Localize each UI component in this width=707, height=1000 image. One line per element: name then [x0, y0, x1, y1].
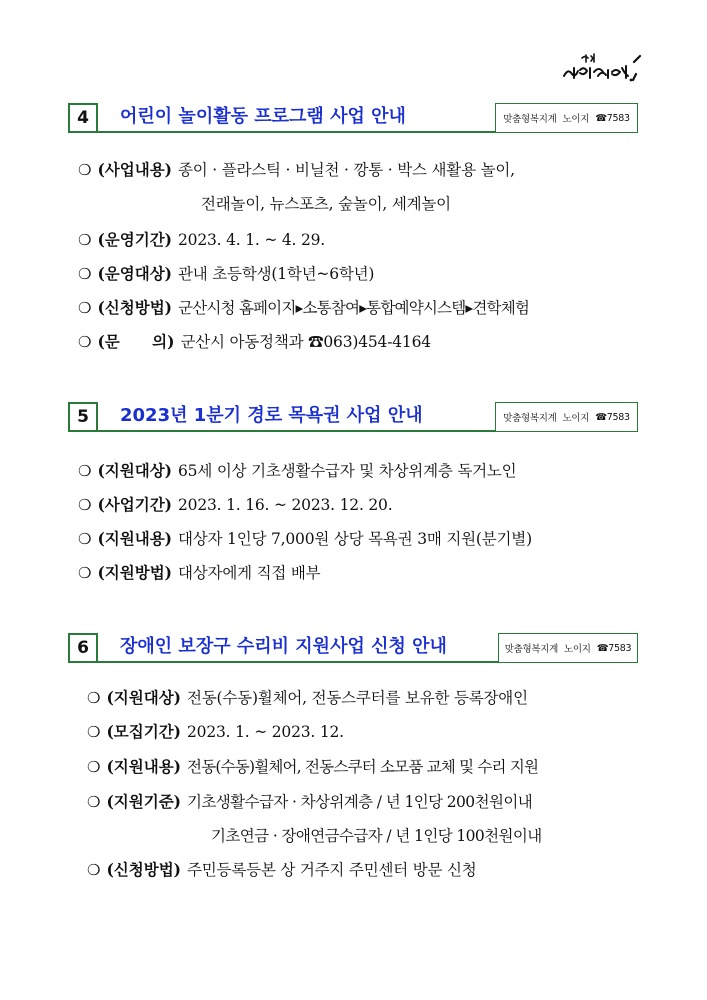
section-number-badge: 6	[68, 633, 98, 663]
circle-bullet-icon: ❍	[78, 564, 92, 582]
item-label: (지원기준)	[106, 792, 182, 811]
list-item	[78, 561, 320, 583]
item-label: (문 의)	[97, 332, 175, 351]
item-value: 2023. 1. ~ 2023. 12.	[187, 723, 344, 741]
contact-dept: 맞춤형복지계	[503, 413, 557, 424]
section-number-badge: 5	[68, 402, 98, 432]
item-label: (지원내용)	[106, 757, 182, 776]
item-label: (운영기간)	[97, 230, 173, 249]
circle-bullet-icon: ❍	[87, 758, 101, 776]
list-item	[78, 158, 515, 180]
item-label: (지원방법)	[97, 563, 173, 582]
list-item	[78, 330, 431, 352]
circle-bullet-icon: ❍	[78, 299, 92, 317]
item-label: (운영대상)	[97, 264, 173, 283]
item-label: (신청방법)	[97, 298, 173, 317]
item-value: 군산시 아동정책과 ☎063)454-4164	[180, 333, 431, 351]
item-value: 2023. 1. 16. ~ 2023. 12. 20.	[178, 496, 393, 514]
section-title: 2023년 1분기 경로 목욕권 사업 안내	[98, 402, 495, 432]
item-label: (지원내용)	[97, 529, 173, 548]
contact-tag	[498, 633, 638, 663]
item-value: 전동(수동)휠체어, 전동스쿠터 소모품 교체 및 수리 지원	[187, 758, 539, 776]
item-value: 대상자 1인당 7,000원 상당 목욕권 3매 지원(분기별)	[178, 530, 532, 548]
contact-dept: 맞춤형복지계	[503, 114, 557, 125]
list-item	[87, 790, 532, 812]
circle-bullet-icon: ❍	[78, 462, 92, 480]
list-item	[87, 720, 344, 742]
item-label: (모집기간)	[106, 722, 182, 741]
list-item	[78, 296, 529, 318]
item-value: 기초생활수급자 · 차상위계층 / 년 1인당 200천원이내	[187, 793, 533, 811]
circle-bullet-icon: ❍	[78, 496, 92, 514]
handwritten-slogan-logo-icon	[560, 50, 644, 84]
circle-bullet-icon: ❍	[87, 861, 101, 879]
list-item	[87, 858, 477, 880]
item-value: 2023. 4. 1. ~ 4. 29.	[178, 231, 326, 249]
list-item	[78, 459, 516, 481]
list-item	[87, 686, 528, 708]
list-item	[87, 755, 538, 777]
list-item	[78, 493, 392, 515]
circle-bullet-icon: ❍	[87, 723, 101, 741]
circle-bullet-icon: ❍	[78, 231, 92, 249]
section-number-badge: 4	[68, 103, 98, 133]
contact-phone: ☎7583	[595, 112, 630, 124]
item-label: (지원대상)	[106, 688, 182, 707]
item-value: 관내 초등학생(1학년~6학년)	[178, 265, 375, 283]
item-value: 군산시청 홈페이지▸소통참여▸통합예약시스템▸견학체험	[178, 299, 530, 317]
item-value-continued: 전래놀이, 뉴스포츠, 숲놀이, 세계놀이	[201, 195, 451, 213]
list-item	[78, 228, 325, 250]
contact-name: 노이지	[562, 413, 590, 424]
item-value: 65세 이상 기초생활수급자 및 차상위계층 독거노인	[178, 462, 517, 480]
section-title: 장애인 보장구 수리비 지원사업 신청 안내	[98, 633, 498, 663]
circle-bullet-icon: ❍	[78, 333, 92, 351]
contact-phone: ☎7583	[595, 411, 630, 423]
contact-tag	[495, 103, 638, 133]
circle-bullet-icon: ❍	[87, 793, 101, 811]
item-value: 전동(수동)휠체어, 전동스쿠터를 보유한 등록장애인	[187, 689, 528, 707]
item-value: 대상자에게 직접 배부	[178, 564, 321, 582]
item-label: (사업내용)	[97, 160, 173, 179]
circle-bullet-icon: ❍	[78, 265, 92, 283]
contact-tag	[495, 402, 638, 432]
item-value-continued: 기초연금 · 장애연금수급자 / 년 1인당 100천원이내	[211, 827, 542, 845]
circle-bullet-icon: ❍	[78, 161, 92, 179]
circle-bullet-icon: ❍	[78, 530, 92, 548]
contact-phone: ☎7583	[596, 642, 632, 654]
item-label: (사업기간)	[97, 495, 173, 514]
section-title: 어린이 놀이활동 프로그램 사업 안내	[98, 103, 495, 133]
list-item	[78, 262, 374, 284]
contact-name: 노이지	[564, 644, 591, 655]
contact-name: 노이지	[562, 114, 590, 125]
item-label: (지원대상)	[97, 461, 173, 480]
item-value: 종이 · 플라스틱 · 비닐천 · 깡통 · 박스 새활용 놀이,	[178, 161, 515, 179]
item-value: 주민등록등본 상 거주지 주민센터 방문 신청	[187, 861, 477, 879]
contact-dept: 맞춤형복지계	[504, 644, 559, 655]
circle-bullet-icon: ❍	[87, 689, 101, 707]
list-item	[78, 527, 532, 549]
item-label: (신청방법)	[106, 860, 182, 879]
